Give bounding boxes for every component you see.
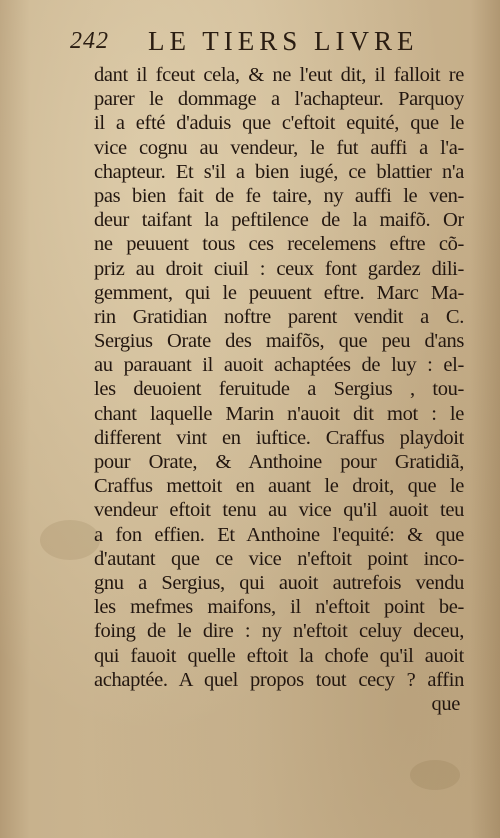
running-head bbox=[70, 24, 470, 64]
text-line: priz au droit ciuil : ceux font gardez dili- bbox=[94, 257, 464, 280]
catchword: que bbox=[431, 692, 460, 715]
text-line: different vint en iuftice. Craffus playdoit bbox=[94, 426, 464, 449]
text-line: chapteur. Et s'il a bien iugé, ce blattier n'a bbox=[94, 160, 464, 183]
paper-stain bbox=[410, 760, 460, 790]
text-line: ne peuuent tous ces recelemens eftre cõ- bbox=[94, 233, 464, 256]
text-line: a fon effien. Et Anthoine l'equité: & que bbox=[94, 523, 464, 546]
text-line: au parauant il auoit achaptées de luy : el- bbox=[94, 354, 464, 377]
paper-stain bbox=[40, 520, 100, 560]
text-line: achaptée. A quel propos tout cecy ? affin bbox=[94, 668, 464, 691]
body-text bbox=[94, 63, 464, 716]
text-line: gnu a Sergius, qui auoit autrefois vendu bbox=[94, 571, 464, 594]
page-number: 242 bbox=[70, 28, 109, 54]
text-line: dant il fceut cela, & ne l'eut dit, il falloit re bbox=[94, 64, 464, 86]
text-line: deur taifant la peftilence de la maifõ. Or bbox=[94, 209, 464, 232]
text-line: pas bien fait de fe taire, ny auffi le ven- bbox=[94, 184, 464, 207]
text-line: foing de le dire : ny n'eftoit celuy deceu, bbox=[94, 620, 464, 643]
text-line: rin Gratidian noftre parent vendit a C. bbox=[94, 305, 464, 328]
text-line: qui fauoit quelle eftoit la chofe qu'il auoit bbox=[94, 644, 464, 667]
text-line: gemment, qui le peuuent eftre. Marc Ma- bbox=[94, 281, 464, 304]
text-line: vice cognu au vendeur, le fut auffi a l'a- bbox=[94, 136, 464, 159]
text-line: parer le dommage a l'achapteur. Parquoy bbox=[94, 88, 464, 111]
text-line: pour Orate, & Anthoine pour Gratidiã, bbox=[94, 451, 464, 473]
text-line: il a efté d'aduis que c'eftoit equité, que le bbox=[94, 112, 464, 135]
text-line: d'autant que ce vice n'eftoit point inco- bbox=[94, 547, 464, 570]
text-line: vendeur eftoit tenu au vice qu'il auoit teu bbox=[94, 499, 464, 522]
text-line: Sergius Orate des maifõs, que peu d'ans bbox=[94, 330, 464, 353]
text-line: chant laquelle Marin n'auoit dit mot : le bbox=[94, 402, 464, 425]
text-line: les mefmes maifons, il n'eftoit point be- bbox=[94, 596, 464, 619]
text-line: Craffus mettoit en auant le droit, que le bbox=[94, 475, 464, 498]
running-title: LE TIERS LIVRE bbox=[148, 26, 419, 56]
text-line: les deuoient feruitude a Sergius , tou- bbox=[94, 378, 464, 401]
